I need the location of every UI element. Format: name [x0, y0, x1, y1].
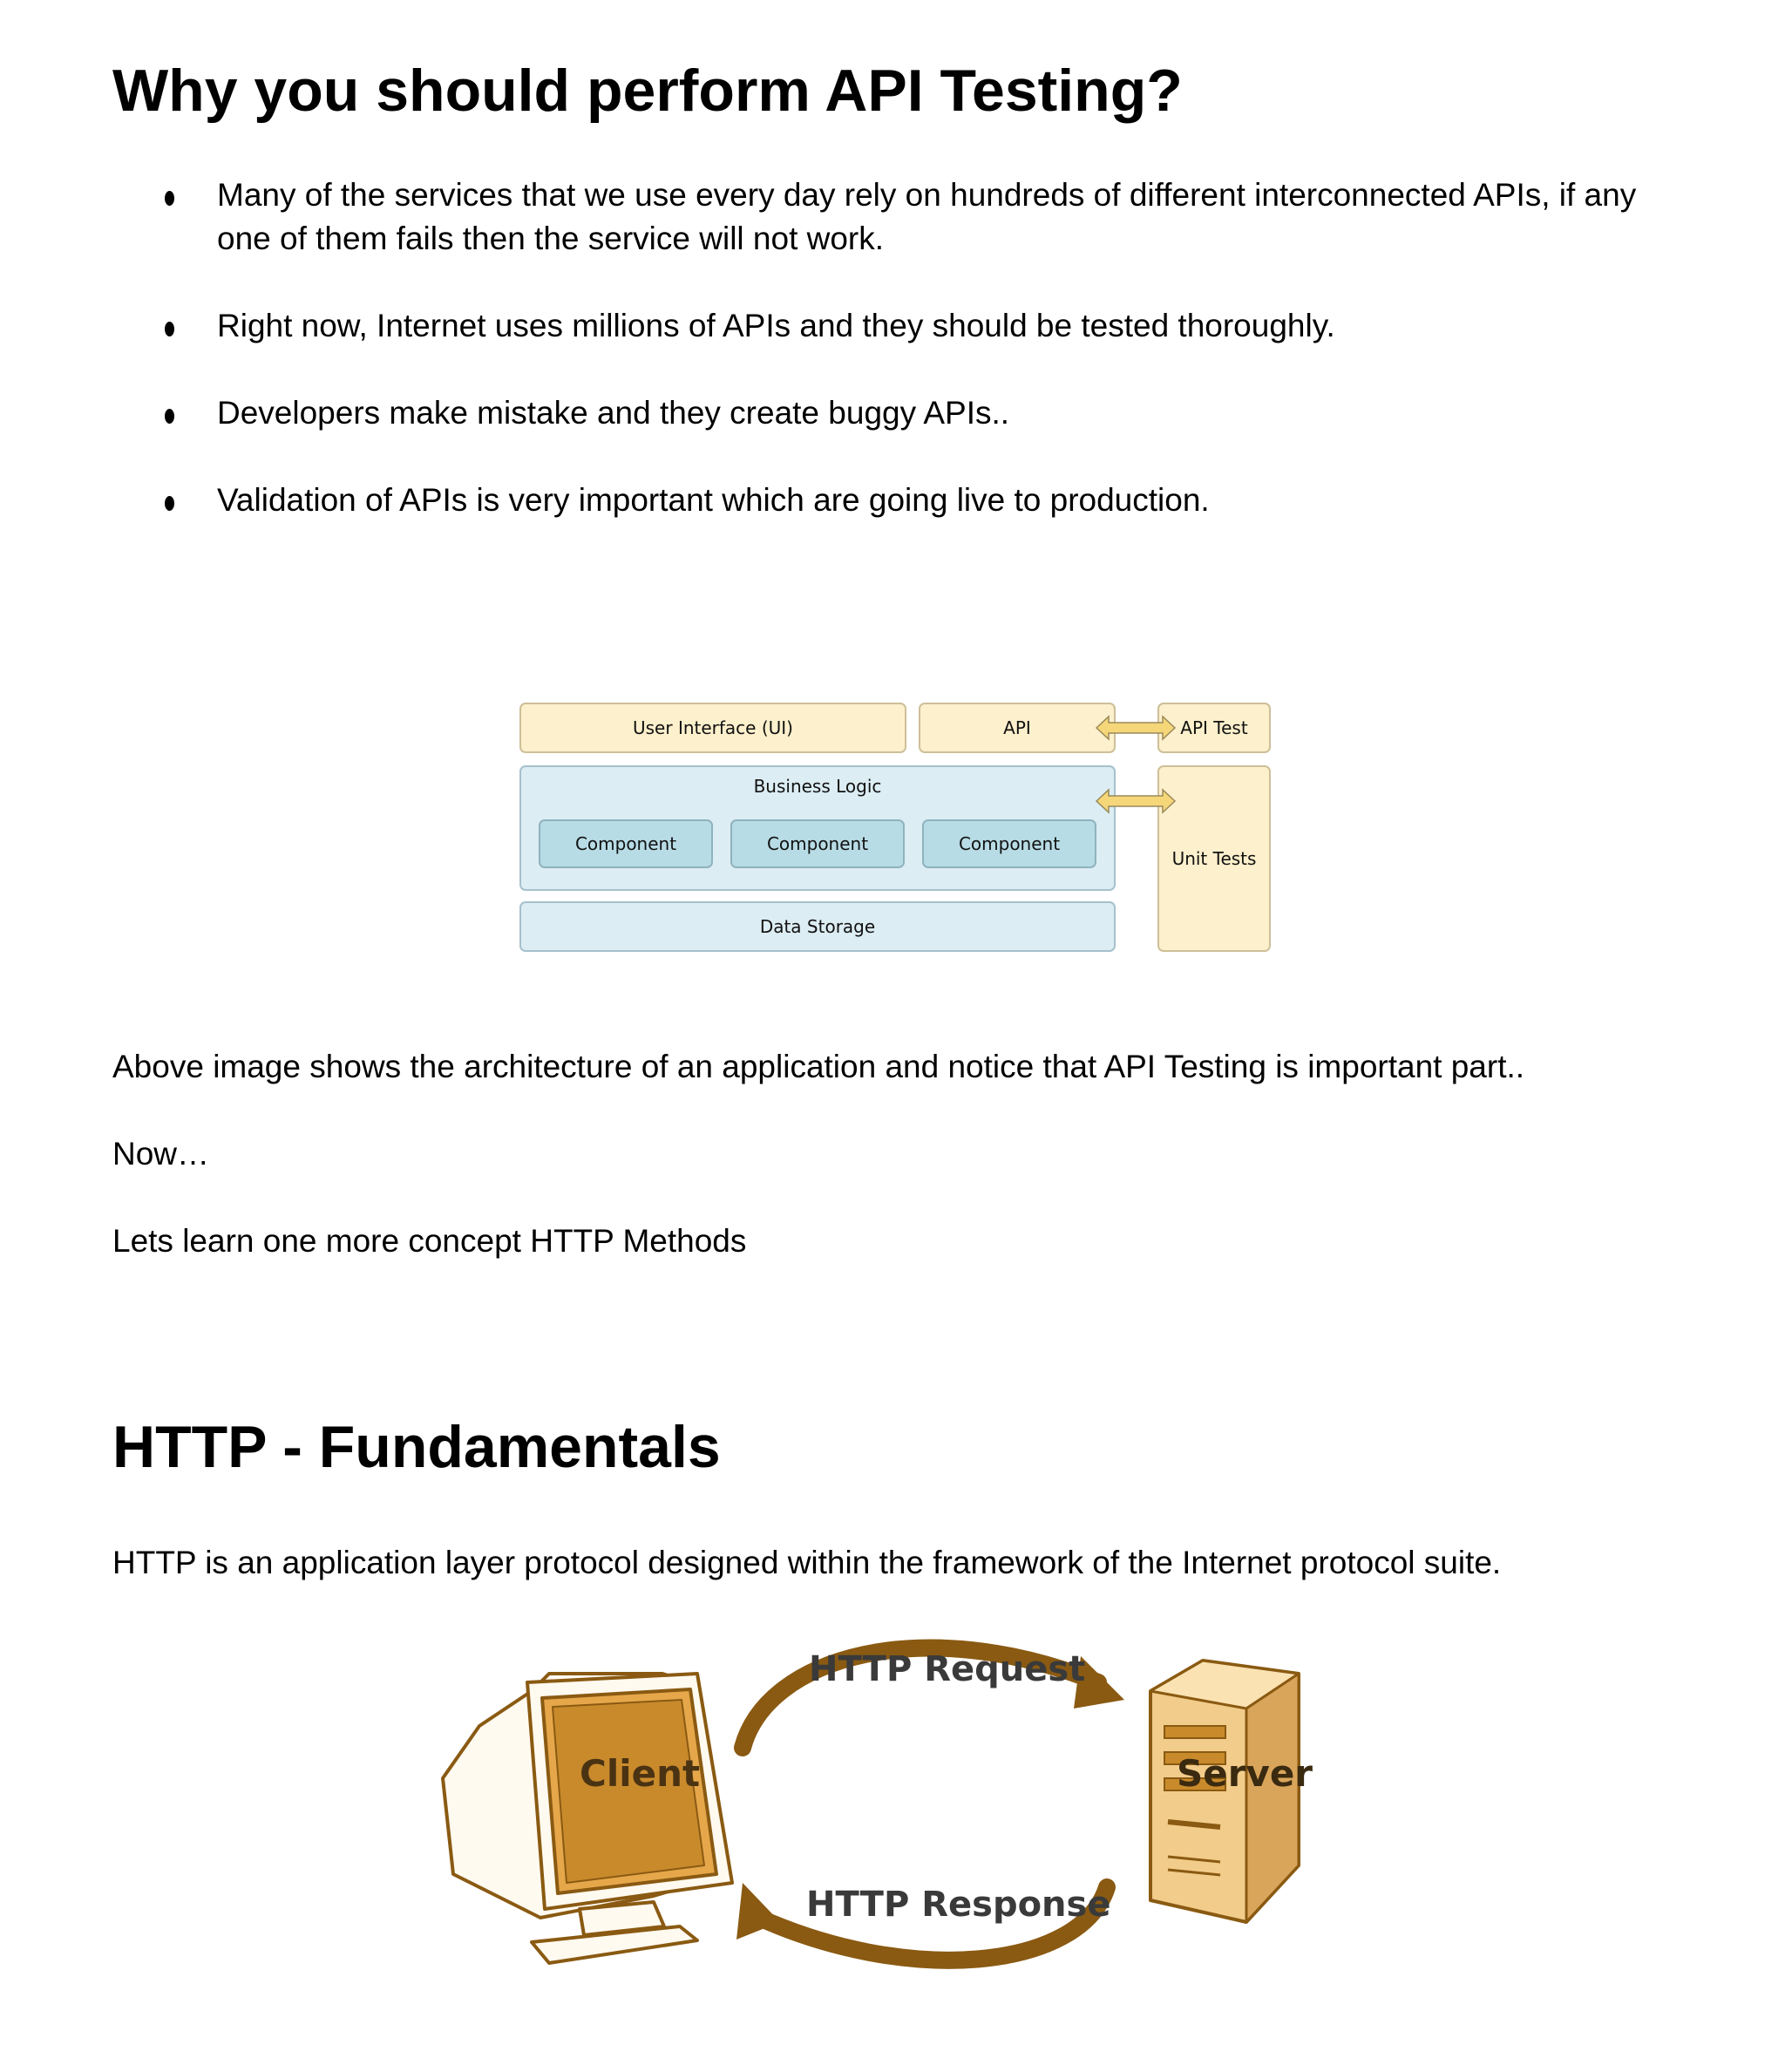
api-box: [919, 703, 1116, 753]
http-response-label: HTTP Response: [806, 1885, 1111, 1925]
bullet-text: Developers make mistake and they create buggy APIs..: [217, 395, 1010, 431]
api-label: API: [1003, 717, 1031, 738]
section-title: HTTP - Fundamentals: [112, 1414, 721, 1480]
bullet-icon: [165, 191, 174, 206]
bullet-text: Right now, Internet uses millions of APIs and they should be tested thoroughly.: [217, 308, 1335, 343]
business-logic-label: Business Logic: [753, 776, 882, 797]
architecture-diagram: [519, 703, 1278, 961]
ui-label: User Interface (UI): [633, 717, 793, 738]
component-label: Component: [574, 833, 677, 854]
next-concept-text: Lets learn one more concept HTTP Methods: [112, 1223, 747, 1259]
data-storage-box: [519, 901, 1116, 952]
component-label: Component: [958, 833, 1061, 854]
unit-tests-label: Unit Tests: [1171, 848, 1257, 869]
component-box: [539, 819, 713, 868]
now-text: Now…: [112, 1136, 210, 1172]
data-storage-label: Data Storage: [759, 916, 876, 937]
double-arrow-icon: [1095, 713, 1177, 743]
bullet-icon: [165, 322, 174, 336]
bullet-text: Many of the services that we use every day rely on hundreds of different interconnected APIs, if any one of them fails then the service will not work.: [217, 177, 1637, 256]
bullet-text: Validation of APIs is very important which are going live to production.: [217, 482, 1210, 518]
server-label: Server: [1177, 1752, 1313, 1795]
monitor-icon: [443, 1674, 732, 1963]
bullet-icon: [165, 496, 174, 511]
http-intro: HTTP is an application layer protocol designed within the framework of the Internet protocol suite.: [112, 1545, 1502, 1580]
ui-box: [519, 703, 906, 753]
component-box: [730, 819, 905, 868]
client-label: Client: [580, 1752, 701, 1795]
double-arrow-icon: [1095, 786, 1177, 816]
http-request-label: HTTP Request: [809, 1649, 1086, 1689]
api-test-label: API Test: [1180, 717, 1248, 738]
architecture-caption: Above image shows the architecture of an application and notice that API Testing is important part..: [112, 1049, 1525, 1084]
page-title: Why you should perform API Testing?: [112, 58, 1183, 124]
bullet-icon: [165, 409, 174, 424]
component-box: [922, 819, 1096, 868]
http-diagram: [436, 1621, 1325, 1987]
component-label: Component: [766, 833, 869, 854]
